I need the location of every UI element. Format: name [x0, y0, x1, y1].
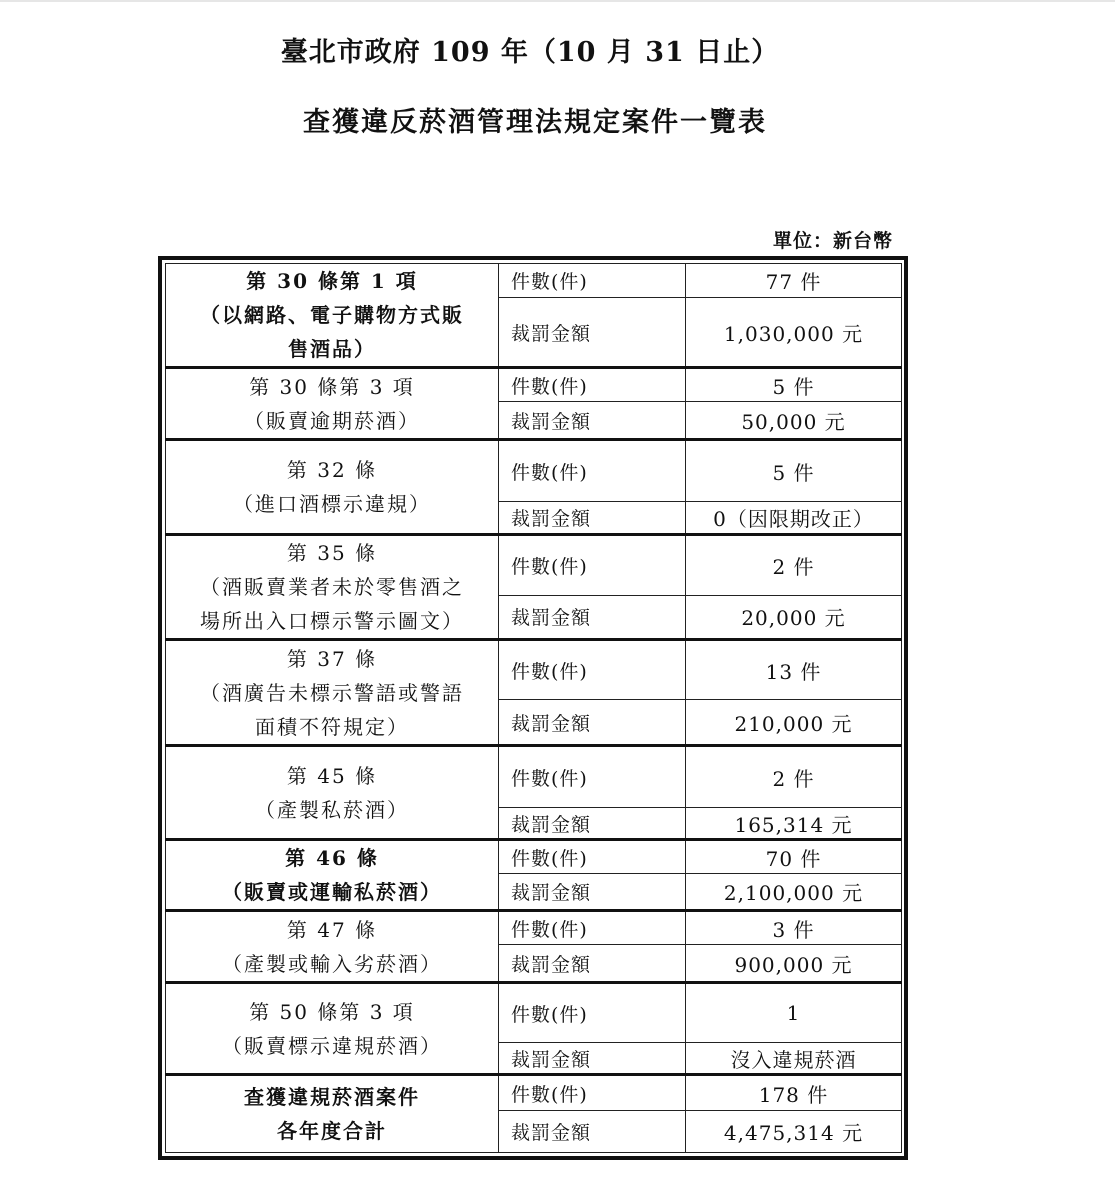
category-cell	[166, 440, 499, 535]
category-article: 第 47 條	[286, 917, 378, 942]
table-row	[166, 746, 902, 808]
table-row	[166, 368, 902, 402]
count-label: 件數(件)	[499, 535, 686, 596]
table-row	[166, 983, 902, 1043]
fine-label: 裁罰金額	[499, 808, 686, 840]
category-article: 第 37 條	[286, 646, 378, 671]
count-value: 1	[686, 983, 902, 1043]
total-fine-value: 4,475,314 元	[686, 1111, 902, 1153]
table-row-total	[166, 1075, 902, 1111]
fine-label: 裁罰金額	[499, 874, 686, 911]
category-article: 第 35 條	[286, 541, 378, 565]
fine-value: 900,000 元	[686, 945, 902, 983]
table-row	[166, 640, 902, 700]
count-value: 70 件	[686, 840, 902, 874]
fine-value: 210,000 元	[686, 700, 902, 746]
table-row	[166, 840, 902, 874]
category-cell	[166, 368, 499, 440]
category-description: （產製私菸酒）	[255, 797, 409, 822]
page-title: 臺北市政府 109 年（10 月 31 日止）	[280, 37, 780, 68]
fine-label: 裁罰金額	[499, 595, 686, 639]
fine-label: 裁罰金額	[499, 945, 686, 983]
fine-value: 沒入違規菸酒	[686, 1043, 902, 1075]
fine-value: 20,000 元	[686, 595, 902, 639]
total-label: 查獲違規菸酒案件	[244, 1085, 420, 1109]
count-label: 件數(件)	[499, 1075, 686, 1111]
category-description: （以網路、電子購物方式販	[200, 303, 464, 327]
category-cell	[166, 840, 499, 911]
fine-label: 裁罰金額	[499, 402, 686, 440]
category-article: 第 32 條	[286, 458, 378, 482]
category-cell	[166, 535, 499, 640]
category-description: （販賣或運輸私菸酒）	[222, 880, 442, 904]
fine-label: 裁罰金額	[499, 502, 686, 535]
fine-label: 裁罰金額	[499, 298, 686, 368]
category-cell	[166, 746, 499, 840]
total-category-cell	[166, 1075, 499, 1153]
count-label: 件數(件)	[499, 911, 686, 945]
category-description-cont: 面積不符規定）	[255, 714, 409, 739]
count-value: 2 件	[686, 535, 902, 596]
count-label: 件數(件)	[499, 840, 686, 874]
category-cell	[166, 640, 499, 746]
category-description: （販賣標示違規菸酒）	[222, 1033, 442, 1058]
count-label: 件數(件)	[499, 640, 686, 700]
category-cell	[166, 983, 499, 1075]
fine-value: 165,314 元	[686, 808, 902, 840]
table-row	[166, 535, 902, 596]
category-article: 第 45 條	[286, 763, 378, 788]
fine-value: 1,030,000 元	[686, 298, 902, 368]
category-description-cont: 售酒品）	[288, 337, 376, 361]
category-description: （產製或輸入劣菸酒）	[222, 951, 442, 976]
category-description: （進口酒標示違規）	[233, 492, 431, 516]
page-subtitle: 查獲違反菸酒管理法規定案件一覽表	[303, 107, 767, 138]
fine-value: 0（因限期改正）	[686, 502, 902, 535]
fine-label: 裁罰金額	[499, 1111, 686, 1153]
fine-value: 50,000 元	[686, 402, 902, 440]
fine-label: 裁罰金額	[499, 700, 686, 746]
fine-value: 2,100,000 元	[686, 874, 902, 911]
category-description: （酒販賣業者未於零售酒之	[200, 575, 464, 599]
total-label-cont: 各年度合計	[277, 1119, 387, 1143]
count-label: 件數(件)	[499, 368, 686, 402]
fine-label: 裁罰金額	[499, 1043, 686, 1075]
category-description: （酒廣告未標示警語或警語	[200, 680, 464, 705]
table-row	[166, 264, 902, 298]
count-label: 件數(件)	[499, 264, 686, 298]
count-label: 件數(件)	[499, 983, 686, 1043]
category-cell	[166, 911, 499, 983]
category-description-cont: 場所出入口標示警示圖文）	[200, 609, 464, 633]
violations-table	[165, 263, 902, 1153]
table-row	[166, 440, 902, 502]
count-value: 77 件	[686, 264, 902, 298]
count-label: 件數(件)	[499, 440, 686, 502]
count-value: 2 件	[686, 746, 902, 808]
currency-unit-label: 單位：新台幣	[772, 230, 893, 252]
table-row	[166, 911, 902, 945]
count-value: 5 件	[686, 368, 902, 402]
total-count-value: 178 件	[686, 1075, 902, 1111]
category-article: 第 30 條第 3 項	[249, 374, 415, 399]
count-value: 13 件	[686, 640, 902, 700]
count-value: 3 件	[686, 911, 902, 945]
count-value: 5 件	[686, 440, 902, 502]
category-article: 第 46 條	[285, 846, 379, 870]
top-border-line	[0, 0, 1115, 2]
category-article: 第 50 條第 3 項	[249, 999, 415, 1024]
count-label: 件數(件)	[499, 746, 686, 808]
category-description: （販賣逾期菸酒）	[244, 408, 420, 433]
violations-table-frame	[158, 256, 908, 1160]
category-article: 第 30 條第 1 項	[246, 269, 418, 293]
category-cell	[166, 264, 499, 368]
